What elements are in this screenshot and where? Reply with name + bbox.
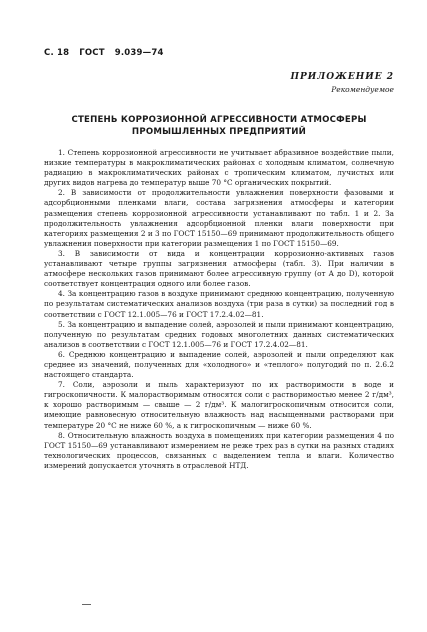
gost-label: ГОСТ [79,48,105,58]
paragraph-2: 2. В зависимости от продолжительности увлажнения поверхности фазовыми и адсорбционными пленками влаги, состава загрязнения атмосферы и категории размещения степень коррозионной агрессивности устанавливают по табл. 1 и 2. За продолжительность увлажнения адсорбционной пленки влаги поверхности при категориях размещения 2 и 3 по ГОСТ 15150—69 принимают продолжительность общего увлажнения поверхности при категории размещения 1 по ГОСТ 15150—69. [44,188,394,248]
appendix-subtitle: Рекомендуемое [331,85,394,94]
document-title [44,114,394,138]
title-line-1: СТЕПЕНЬ КОРРОЗИОННОЙ АГРЕССИВНОСТИ АТМОСФЕРЫ [71,115,367,125]
paragraph-4: 4. За концентрацию газов в воздухе принимают среднюю концентрацию, полученную по результатам систематических анализов воздуха (три раза в сутки) за последний год в соответствии с ГОСТ 12.1.005—76 и ГОСТ 17.2.4.02—81. [44,289,394,319]
appendix-title: ПРИЛОЖЕНИЕ 2 [290,72,394,82]
paragraph-7: 7. Соли, аэрозоли и пыль характеризуют по их растворимости в воде и гигроскопичности. К малорастворимым относятся соли с растворимостью менее 2 г/дм³, к хорошо растворимым — свыше — 2 г/дм³. К малогигроскопичным относится соли, имеющие равновесную относительную влажность над насыщенными растворами при температуре 20 °С не ниже 60 %, а к гигроскопичным — ниже 60 %. [44,380,394,430]
footer-mark [82,604,91,605]
document-body [44,148,394,471]
paragraph-6: 6. Среднюю концентрацию и выпадение солей, аэрозолей и пыли определяют как среднее из значений, полученных для «холодного» и «теплого» полугодий по п. 2.6.2 настоящего стандарта. [44,349,394,380]
gost-number: 9.039—74 [114,48,164,58]
paragraph-5: 5. За концентрацию и выпадение солей, аэрозолей и пыли принимают концентрацию, полученную по результатам средних годовых многолетних данных систематических анализов в соответствии с ГОСТ 12.1.005—76 и ГОСТ 17.2.4.02—81. [44,319,394,349]
paragraph-1: 1. Степень коррозионной агрессивности не учитывает абразивное воздействие пыли, низкие температуры в макроклиматических районах с холодным климатом, солнечную радиацию в макроклиматических районах с тропическим климатом, лучистых или других видов нагрева до температур выше 70 °С органических покрытий. [44,148,394,188]
paragraph-8: 8. Относительную влажность воздуха в помещениях при категории размещения 4 по ГОСТ 15150—69 устанавливают измерением не реже трех раз в сутки на разных стадиях технологических процессов, связанных с выделением тепла и влаги. Количество измерений допускается уточнять в отраслевой НТД. [44,430,394,470]
paragraph-3: 3. В зависимости от вида и концентрации коррозионно-активных газов устанавливают четыре группы загрязнения атмосферы (табл. 3). При наличии в атмосфере нескольких газов принимают более агрессивную группу (от А до D), которой соответствует концентрация одного или более газов. [44,248,394,289]
page-header [44,48,394,58]
title-line-2: ПРОМЫШЛЕННЫХ ПРЕДПРИЯТИЙ [131,127,307,137]
page-number: С. 18 [44,48,70,58]
